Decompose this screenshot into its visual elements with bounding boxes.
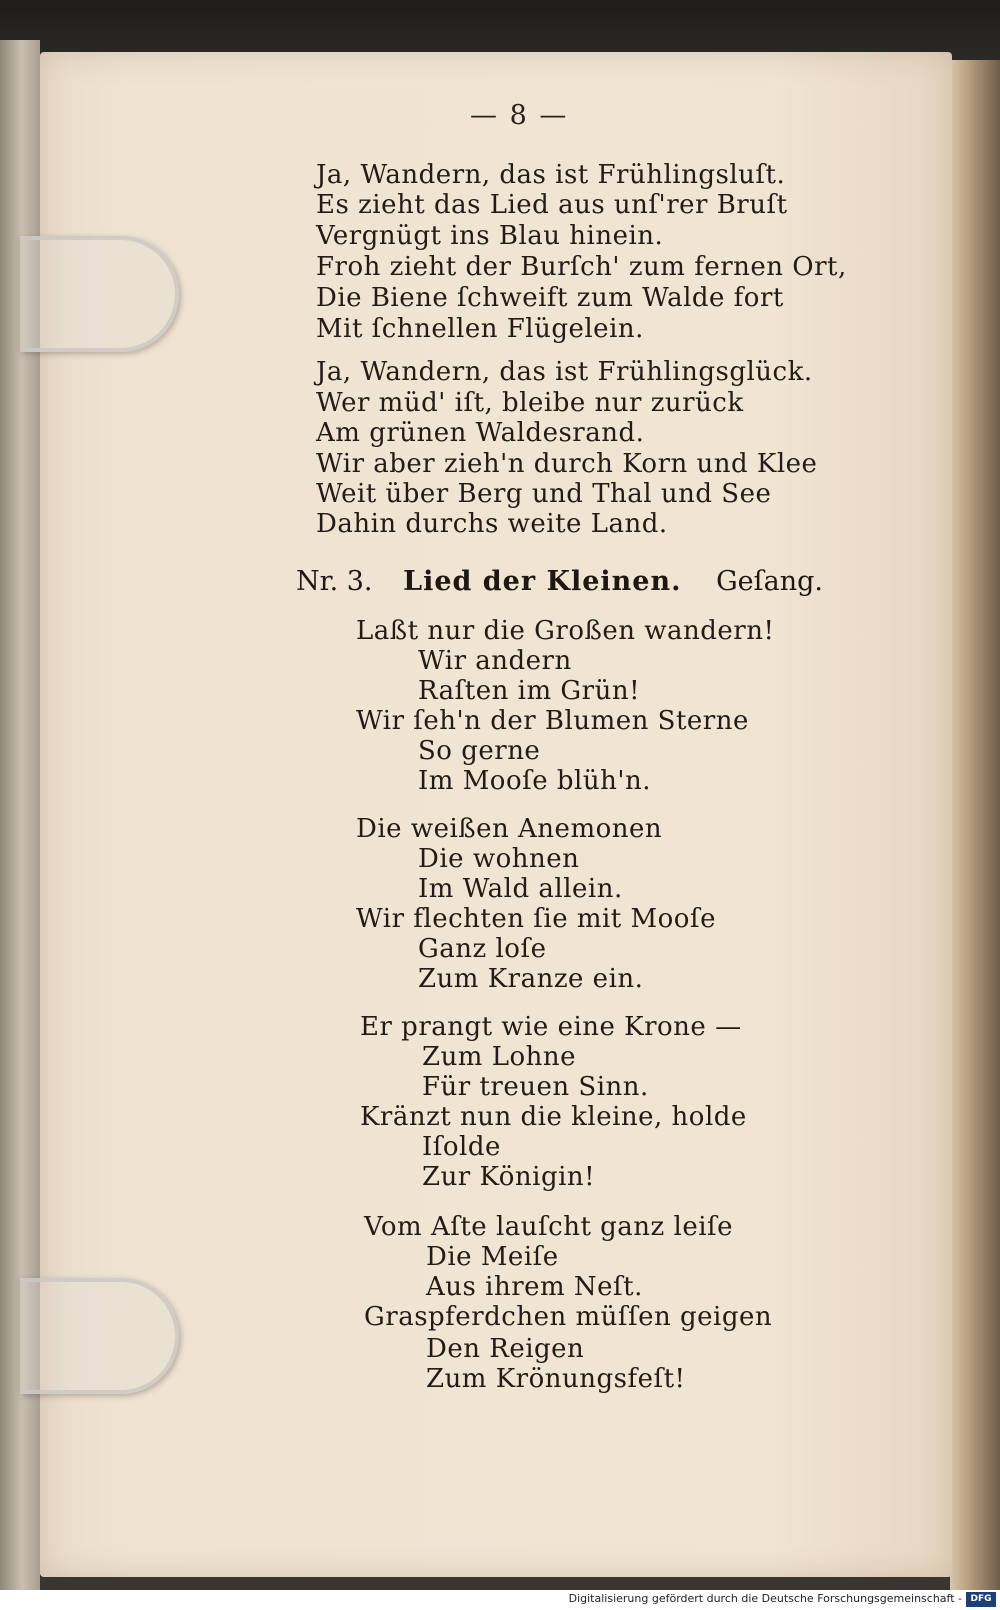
song-line: So gerne [418, 736, 541, 766]
song-heading [296, 566, 823, 597]
poem-line: Wer müd' iſt, bleibe nur zurück [316, 388, 744, 418]
song-line: Den Reigen [426, 1334, 585, 1364]
poem-line: Wir aber zieh'n durch Korn und Klee [316, 449, 818, 479]
song-line: Iſolde [422, 1132, 501, 1162]
song-line: Die wohnen [418, 844, 580, 874]
song-title: Lied der Kleinen. [403, 566, 682, 597]
song-line: Graspferdchen müſſen geigen [364, 1302, 773, 1332]
song-line: Wir flechten ſie mit Mooſe [356, 904, 716, 934]
song-type: Geſang. [716, 566, 823, 597]
poem-line: Ja, Wandern, das ist Frühlingsluſt. [316, 160, 786, 190]
poem-line: Mit ſchnellen Flügelein. [316, 314, 644, 344]
song-line: Raſten im Grün! [418, 676, 641, 706]
song-line: Laßt nur die Großen wandern! [356, 616, 775, 646]
song-line: Zum Kranze ein. [418, 964, 644, 994]
funding-notice: Digitalisierung gefördert durch die Deutsche Forschungsgemeinschaft - [568, 1592, 962, 1605]
digitization-footer [0, 1590, 1000, 1610]
paper-clip-bottom [20, 1278, 179, 1394]
song-line: Ganz loſe [418, 934, 547, 964]
song-line: Wir andern [418, 646, 572, 676]
song-number: Nr. 3. [296, 566, 373, 597]
song-line: Im Wald allein. [418, 874, 623, 904]
song-line: Für treuen Sinn. [422, 1072, 649, 1102]
paper-clip-top [20, 236, 179, 352]
song-line: Zur Königin! [422, 1162, 596, 1192]
song-line: Wir ſeh'n der Blumen Sterne [356, 706, 749, 736]
song-line: Zum Lohne [422, 1042, 577, 1072]
right-page-stack [950, 60, 1000, 1590]
song-line: Zum Krönungsfeſt! [426, 1364, 686, 1394]
poem-line: Die Biene ſchweift zum Walde fort [316, 283, 784, 313]
song-line: Die Meiſe [426, 1242, 559, 1272]
song-line: Im Mooſe blüh'n. [418, 766, 651, 796]
song-line: Er prangt wie eine Krone — [360, 1012, 742, 1042]
poem-line: Ja, Wandern, das ist Frühlingsglück. [316, 357, 813, 387]
song-line: Aus ihrem Neſt. [426, 1272, 643, 1302]
poem-line: Am grünen Waldesrand. [316, 418, 645, 448]
dfg-logo: DFG [966, 1592, 996, 1607]
poem-line: Froh zieht der Burſch' zum fernen Ort, [316, 252, 847, 282]
page-number: — 8 — [470, 100, 569, 131]
poem-line: Vergnügt ins Blau hinein. [316, 221, 664, 251]
song-line: Kränzt nun die kleine, holde [360, 1102, 747, 1132]
song-line: Vom Aſte lauſcht ganz leiſe [364, 1212, 734, 1242]
poem-line: Weit über Berg und Thal und See [316, 479, 772, 509]
song-line: Die weißen Anemonen [356, 814, 663, 844]
poem-line: Dahin durchs weite Land. [316, 509, 668, 539]
poem-line: Es zieht das Lied aus unſ'rer Bruſt [316, 190, 788, 220]
